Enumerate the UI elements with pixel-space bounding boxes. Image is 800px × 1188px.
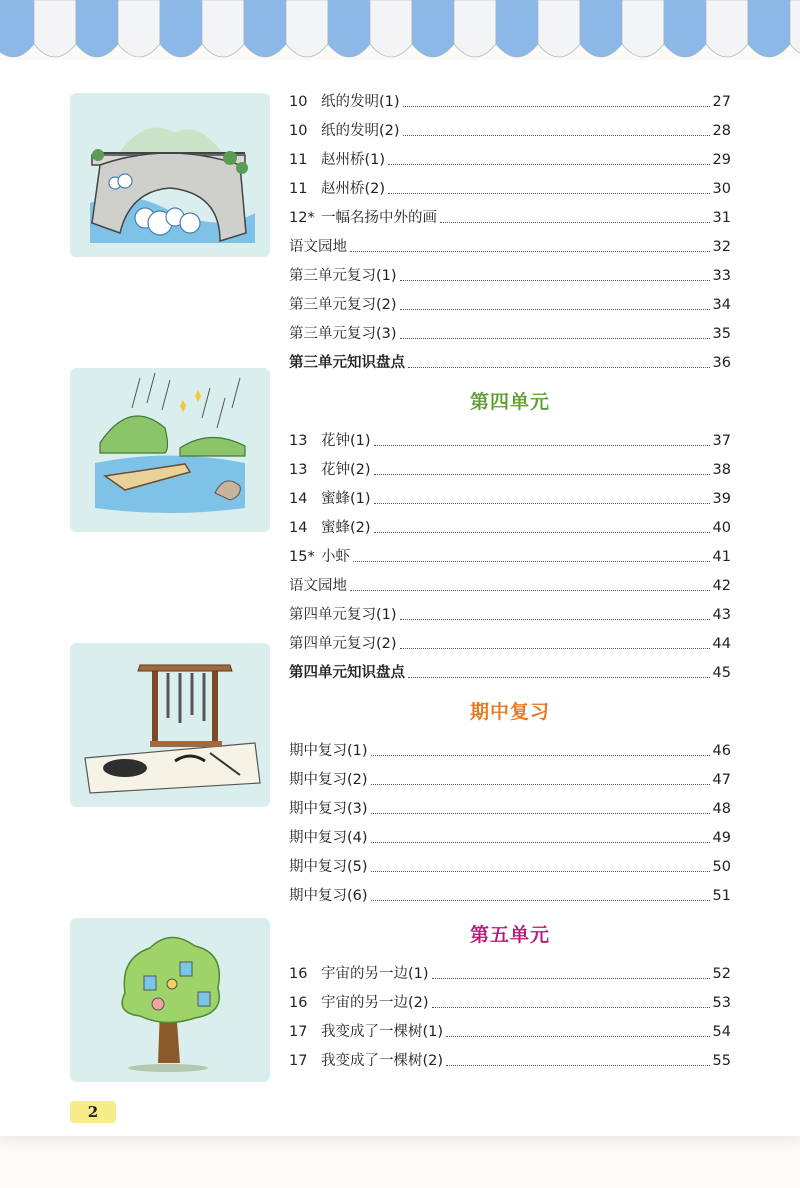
lesson-title: 第四单元知识盘点 xyxy=(289,665,405,681)
toc-entry[interactable] xyxy=(289,349,731,378)
page-ref: 42 xyxy=(712,578,731,594)
dot-leader xyxy=(374,491,710,504)
dot-leader xyxy=(353,549,710,562)
toc-entry[interactable] xyxy=(289,1018,731,1047)
lesson-title: 第三单元复习(3) xyxy=(289,326,397,342)
dot-leader xyxy=(371,772,710,785)
toc-entry[interactable] xyxy=(289,204,731,233)
lesson-title: 语文园地 xyxy=(289,239,347,255)
lesson-title: 第三单元知识盘点 xyxy=(289,355,405,371)
toc-entry[interactable] xyxy=(289,175,731,204)
page-ref: 48 xyxy=(712,801,731,817)
page-ref: 27 xyxy=(712,94,731,110)
dot-leader xyxy=(371,830,710,843)
page-ref: 43 xyxy=(712,607,731,623)
dot-leader xyxy=(350,578,710,591)
dot-leader xyxy=(400,326,710,339)
awning-stripe xyxy=(286,0,328,57)
section-heading-midterm: 期中复习 xyxy=(469,701,550,723)
page-ref: 39 xyxy=(712,491,731,507)
awning-stripe xyxy=(538,0,580,57)
lesson-title: 期中复习(5) xyxy=(289,859,368,875)
lesson-title: 一幅名扬中外的画 xyxy=(321,210,437,226)
lesson-title: 花钟(2) xyxy=(321,462,371,478)
toc-entry[interactable] xyxy=(289,456,731,485)
dot-leader xyxy=(371,888,710,901)
tree-illustration xyxy=(70,918,270,1082)
page-ref: 32 xyxy=(712,239,731,255)
dot-leader xyxy=(374,462,710,475)
dot-leader xyxy=(400,636,710,649)
lesson-title: 期中复习(6) xyxy=(289,888,368,904)
toc-entry[interactable] xyxy=(289,146,731,175)
lesson-number: 12* xyxy=(289,210,315,226)
page-ref: 53 xyxy=(712,995,731,1011)
awning-stripe xyxy=(706,0,748,57)
lesson-title: 语文园地 xyxy=(289,578,347,594)
awning-stripe xyxy=(412,0,454,57)
lesson-title: 纸的发明(2) xyxy=(321,123,400,139)
toc-entry[interactable] xyxy=(289,1047,731,1076)
toc-entry[interactable] xyxy=(289,960,731,989)
toc-entry[interactable] xyxy=(289,320,731,349)
toc-entry[interactable] xyxy=(289,853,731,882)
page-ref: 45 xyxy=(712,665,731,681)
rain-boat-illustration xyxy=(70,368,270,532)
lesson-number: 14 xyxy=(289,491,308,507)
dot-leader xyxy=(400,297,710,310)
awning-stripe xyxy=(622,0,664,57)
lesson-number: 14 xyxy=(289,520,308,536)
awning-stripe xyxy=(118,0,160,57)
dot-leader xyxy=(400,607,710,620)
lesson-title: 第四单元复习(2) xyxy=(289,636,397,652)
page-ref: 33 xyxy=(712,268,731,284)
bridge-illustration xyxy=(70,93,270,257)
dot-leader xyxy=(388,181,710,194)
lesson-title: 我变成了一棵树(2) xyxy=(321,1053,444,1069)
awning-stripe xyxy=(748,0,790,57)
lesson-title: 赵州桥(2) xyxy=(321,181,386,197)
dot-leader xyxy=(371,859,710,872)
toc-entry[interactable] xyxy=(289,514,731,543)
page-ref: 31 xyxy=(712,210,731,226)
dot-leader xyxy=(350,239,710,252)
lesson-number: 16 xyxy=(289,995,308,1011)
table-of-contents xyxy=(289,88,731,1076)
calligraphy-illustration xyxy=(70,643,270,807)
dot-leader xyxy=(446,1053,710,1066)
page-ref: 46 xyxy=(712,743,731,759)
dot-leader xyxy=(374,433,710,446)
awning-stripe xyxy=(790,0,800,57)
lesson-number: 15* xyxy=(289,549,315,565)
lesson-title: 期中复习(2) xyxy=(289,772,368,788)
awning-stripe xyxy=(664,0,706,57)
dot-leader xyxy=(371,801,710,814)
toc-entry[interactable] xyxy=(289,117,731,146)
dot-leader xyxy=(432,995,710,1008)
toc-entry[interactable] xyxy=(289,630,731,659)
page-ref: 37 xyxy=(712,433,731,449)
toc-entry[interactable] xyxy=(289,262,731,291)
dot-leader xyxy=(388,152,710,165)
dot-leader xyxy=(408,665,710,678)
section-heading-unit4: 第四单元 xyxy=(469,391,550,413)
lesson-title: 第三单元复习(1) xyxy=(289,268,397,284)
lesson-number: 10 xyxy=(289,123,308,139)
lesson-title: 期中复习(1) xyxy=(289,743,368,759)
toc-entry[interactable] xyxy=(289,824,731,853)
page-ref: 50 xyxy=(712,859,731,875)
page-ref: 52 xyxy=(712,966,731,982)
lesson-number: 16 xyxy=(289,966,308,982)
dot-leader xyxy=(408,355,710,368)
dot-leader xyxy=(446,1024,710,1037)
page-ref: 44 xyxy=(712,636,731,652)
toc-entry[interactable] xyxy=(289,233,731,262)
awning-stripe xyxy=(454,0,496,57)
awning-stripe xyxy=(34,0,76,57)
lesson-title: 小虾 xyxy=(321,549,350,565)
toc-entry[interactable] xyxy=(289,572,731,601)
section-heading-unit5: 第五单元 xyxy=(469,924,550,946)
toc-entry[interactable] xyxy=(289,766,731,795)
awning-stripe xyxy=(202,0,244,57)
page-ref: 30 xyxy=(712,181,731,197)
dot-leader xyxy=(371,743,710,756)
page-ref: 28 xyxy=(712,123,731,139)
lesson-title: 纸的发明(1) xyxy=(321,94,400,110)
lesson-number: 11 xyxy=(289,152,308,168)
lesson-number: 11 xyxy=(289,181,308,197)
lesson-title: 蜜蜂(1) xyxy=(321,491,371,507)
toc-group-midterm xyxy=(289,737,731,911)
toc-entry[interactable] xyxy=(289,427,731,456)
awning-stripe xyxy=(160,0,202,57)
lesson-title: 宇宙的另一边(2) xyxy=(321,995,429,1011)
page-ref: 54 xyxy=(712,1024,731,1040)
page-ref: 29 xyxy=(712,152,731,168)
lesson-title: 期中复习(3) xyxy=(289,801,368,817)
toc-entry[interactable] xyxy=(289,989,731,1018)
lesson-title: 第三单元复习(2) xyxy=(289,297,397,313)
page-ref: 40 xyxy=(712,520,731,536)
page-ref: 41 xyxy=(712,549,731,565)
awning-stripe xyxy=(496,0,538,57)
toc-entry[interactable] xyxy=(289,601,731,630)
toc-entry[interactable] xyxy=(289,485,731,514)
page-ref: 47 xyxy=(712,772,731,788)
toc-entry[interactable] xyxy=(289,659,731,688)
toc-entry[interactable] xyxy=(289,795,731,824)
page-ref: 51 xyxy=(712,888,731,904)
dot-leader xyxy=(400,268,710,281)
lesson-title: 宇宙的另一边(1) xyxy=(321,966,429,982)
awning-stripe xyxy=(0,0,34,57)
dot-leader xyxy=(403,123,710,136)
toc-entry[interactable] xyxy=(289,737,731,766)
lesson-number: 17 xyxy=(289,1024,308,1040)
toc-entry[interactable] xyxy=(289,88,731,117)
awning-stripe xyxy=(328,0,370,57)
page-number: 2 xyxy=(70,1101,116,1123)
toc-group-unit3 xyxy=(289,88,731,378)
lesson-title: 花钟(1) xyxy=(321,433,371,449)
lesson-title: 我变成了一棵树(1) xyxy=(321,1024,444,1040)
page-ref: 34 xyxy=(712,297,731,313)
awning-stripe xyxy=(76,0,118,57)
awning-stripe xyxy=(244,0,286,57)
dot-leader xyxy=(440,210,710,223)
page-ref: 35 xyxy=(712,326,731,342)
page-ref: 49 xyxy=(712,830,731,846)
lesson-title: 第四单元复习(1) xyxy=(289,607,397,623)
toc-group-unit5 xyxy=(289,960,731,1076)
toc-entry[interactable] xyxy=(289,543,731,572)
toc-group-unit4 xyxy=(289,427,731,688)
lesson-title: 赵州桥(1) xyxy=(321,152,386,168)
lesson-number: 13 xyxy=(289,433,308,449)
page-ref: 55 xyxy=(712,1053,731,1069)
toc-entry[interactable] xyxy=(289,882,731,911)
page-ref: 36 xyxy=(712,355,731,371)
page-ref: 38 xyxy=(712,462,731,478)
lesson-number: 13 xyxy=(289,462,308,478)
toc-entry[interactable] xyxy=(289,291,731,320)
dot-leader xyxy=(432,966,710,979)
dot-leader xyxy=(374,520,710,533)
lesson-title: 蜜蜂(2) xyxy=(321,520,371,536)
lesson-title: 期中复习(4) xyxy=(289,830,368,846)
lesson-number: 10 xyxy=(289,94,308,110)
dot-leader xyxy=(403,94,710,107)
awning-stripe xyxy=(370,0,412,57)
lesson-number: 17 xyxy=(289,1053,308,1069)
awning-stripe xyxy=(580,0,622,57)
